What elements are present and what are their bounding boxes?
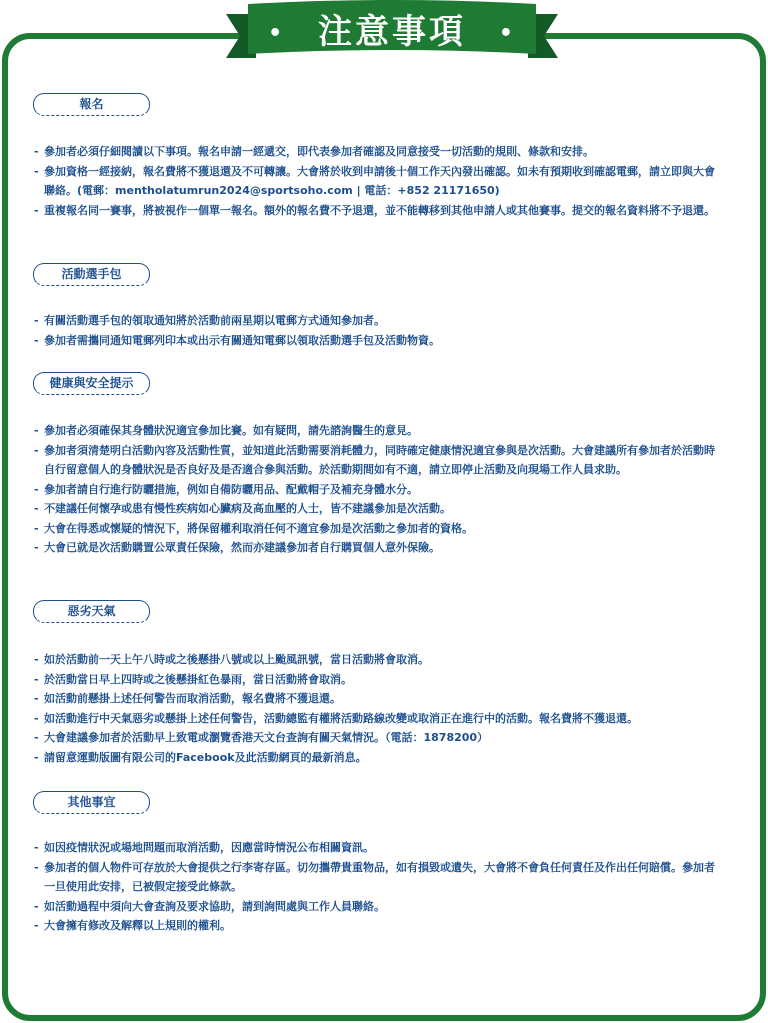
- list-item: - 於活動當日早上四時或之後懸掛紅色暴雨，當日活動將會取消。: [34, 670, 724, 690]
- section-label-race-pack: 活動選手包: [33, 263, 150, 286]
- registration-list: [34, 142, 724, 220]
- title-ribbon: [226, 0, 558, 66]
- list-item: - 如活動進行中天氣惡劣或懸掛上述任何警告，活動總監有權將活動路線改變或取消正在進行中的活動。報名費將不獲退還。: [34, 709, 724, 729]
- list-item: - 大會已就是次活動購置公眾責任保險，然而亦建議參加者自行購買個人意外保險。: [34, 538, 724, 558]
- list-item: - 參加者的個人物件可存放於大會提供之行李寄存區。切勿攜帶貴重物品，如有損毀或遺失，大會將不會負任何責任及作出任何賠償。參加者一旦使用此安排，已被假定接受此條款。: [34, 858, 724, 897]
- list-item: - 不建議任何懷孕或患有慢性疾病如心臟病及高血壓的人士，皆不建議參加是次活動。: [34, 499, 724, 519]
- list-item: - 如活動過程中須向大會查詢及要求協助，請到詢問處與工作人員聯絡。: [34, 897, 724, 917]
- other-matters-list: [34, 838, 724, 936]
- section-label-health-safety: 健康與安全提示: [33, 372, 150, 395]
- section-label-registration: 報名: [33, 93, 150, 116]
- bad-weather-list: [34, 650, 724, 767]
- list-item: - 重複報名同一賽事，將被視作一個單一報名。額外的報名費不予退還，並不能轉移到其他申請人或其他賽事。提交的報名資料將不予退還。: [34, 201, 724, 221]
- list-item: - 如於活動前一天上午八時或之後懸掛八號或以上颱風訊號，當日活動將會取消。: [34, 650, 724, 670]
- ribbon-dot-left: •: [268, 21, 286, 46]
- list-item: - 請留意運動版圖有限公司的Facebook及此活動網頁的最新消息。: [34, 748, 724, 768]
- list-item: - 大會擁有修改及解釋以上規則的權利。: [34, 916, 724, 936]
- list-item: - 參加者必須仔細閱讀以下事項。報名申請一經遞交，即代表參加者確認及同意接受一切活動的規則、條款和安排。: [34, 142, 724, 162]
- list-item: - 大會在得悉或懷疑的情況下，將保留權利取消任何不適宜參加是次活動之參加者的資格。: [34, 519, 724, 539]
- section-label-other-matters: 其他事宜: [33, 791, 150, 814]
- health-safety-list: [34, 421, 724, 558]
- list-item: - 如活動前懸掛上述任何警告而取消活動，報名費將不獲退還。: [34, 689, 724, 709]
- list-item: - 大會建議參加者於活動早上致電或瀏覽香港天文台查詢有關天氣情況。（電話：1878200）: [34, 728, 724, 748]
- list-item: - 有關活動選手包的領取通知將於活動前兩星期以電郵方式通知參加者。: [34, 311, 724, 331]
- race-pack-list: [34, 311, 724, 350]
- list-item: - 參加者請自行進行防曬措施，例如自備防曬用品、配戴帽子及補充身體水分。: [34, 480, 724, 500]
- list-item: - 參加者須清楚明白活動內容及活動性質，並知道此活動需要消耗體力，同時確定健康情況適宜參與是次活動。大會建議所有參加者於活動時自行留意個人的身體狀況是否良好及是否適合參與活動。於活動期間如有不適，請立即停止活動及向現場工作人員求助。: [34, 441, 724, 480]
- ribbon-dot-right: •: [498, 21, 516, 46]
- list-item: - 如因疫情狀況或場地問題而取消活動，因應當時情況公布相關資訊。: [34, 838, 724, 858]
- title-text: 注意事項: [318, 12, 466, 52]
- list-item: - 參加資格一經接納，報名費將不獲退還及不可轉讓。大會將於收到申請後十個工作天內發出確認。如未有預期收到確認電郵，請立即與大會聯絡。(電郵：mentholatumrun2024@sportsoho.com | 電話：+852 21171650): [34, 162, 724, 201]
- page-title: [226, 4, 558, 53]
- section-label-bad-weather: 惡劣天氣: [33, 600, 150, 623]
- list-item: - 參加者需攜同通知電郵列印本或出示有關通知電郵以領取活動選手包及活動物資。: [34, 331, 724, 351]
- list-item: - 參加者必須確保其身體狀況適宜參加比賽。如有疑問，請先諮詢醫生的意見。: [34, 421, 724, 441]
